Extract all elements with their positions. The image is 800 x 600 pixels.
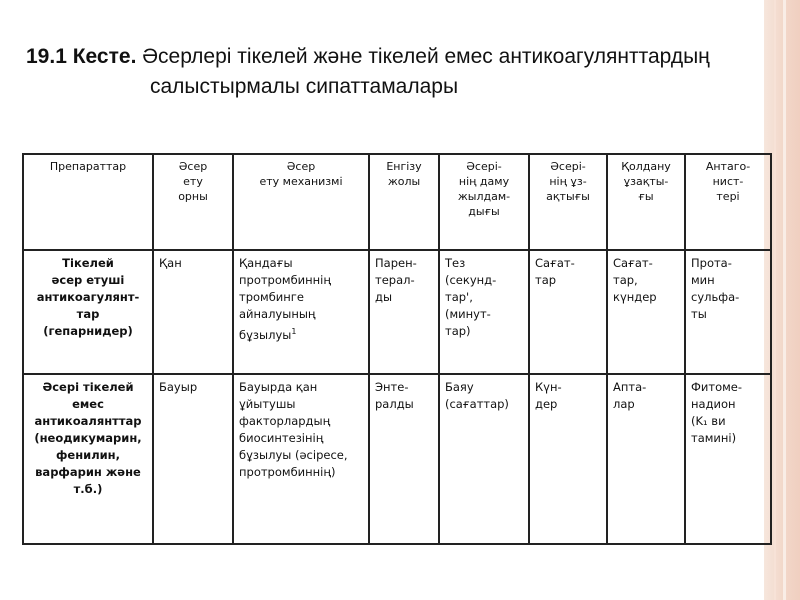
footnote-marker: 1 bbox=[291, 327, 297, 336]
header-cell: Әсер ету орны bbox=[153, 154, 233, 250]
drug-group-cell: Тікелей әсер етуші антикоагулянт- тар (гепарнидер) bbox=[23, 250, 153, 374]
table-cell: Апта- лар bbox=[607, 374, 685, 544]
header-cell: Қолдану ұзақты- ғы bbox=[607, 154, 685, 250]
table-cell: Тез (секунд- тар', (минут- тар) bbox=[439, 250, 529, 374]
table-cell: Баяу (сағаттар) bbox=[439, 374, 529, 544]
table-cell: Парен- терал- ды bbox=[369, 250, 439, 374]
table-row bbox=[23, 374, 771, 544]
table-cell: Бауырда қан ұйытушы факторлардың биосинтезінің бұзылуы (әсіресе, протромбиннің) bbox=[233, 374, 369, 544]
table-cell: Бауыр bbox=[153, 374, 233, 544]
title-line-2: салыстырмалы сипаттамалары bbox=[150, 75, 459, 98]
header-cell: Әсері- нің даму жылдам- дығы bbox=[439, 154, 529, 250]
table-cell: Қан bbox=[153, 250, 233, 374]
table-cell: Күн- дер bbox=[529, 374, 607, 544]
page-title bbox=[26, 42, 746, 102]
table-cell: Фитоме- надион (K₁ ви тамині) bbox=[685, 374, 771, 544]
header-cell: Әсер ету механизмі bbox=[233, 154, 369, 250]
header-cell: Препараттар bbox=[23, 154, 153, 250]
table-caption-label: 19.1 Кесте. bbox=[26, 45, 137, 68]
drug-group-cell: Әсері тікелей емес антикоалянттар (неодикумарин, фенилин, варфарин және т.б.) bbox=[23, 374, 153, 544]
table-header-row bbox=[23, 154, 771, 250]
table-cell: Сағат- тар bbox=[529, 250, 607, 374]
slide-decoration-stripe bbox=[774, 0, 776, 600]
table-row bbox=[23, 250, 771, 374]
comparison-table bbox=[22, 153, 772, 545]
table-cell: Прота- мин сульфа- ты bbox=[685, 250, 771, 374]
table-cell: Энте- ралды bbox=[369, 374, 439, 544]
header-cell: Енгізу жолы bbox=[369, 154, 439, 250]
slide-decoration-stripe bbox=[783, 0, 786, 600]
table-cell: Сағат- тар, күндер bbox=[607, 250, 685, 374]
header-cell: Антаго- нист- тері bbox=[685, 154, 771, 250]
header-cell: Әсері- нің ұз- ақтығы bbox=[529, 154, 607, 250]
title-line-1: Әсерлері тікелей және тікелей емес антикоагулянттардың bbox=[136, 45, 710, 68]
table-cell: Қандағы протромбиннің тромбинге айналуының бұзылуы$^1$ bbox=[233, 250, 369, 374]
